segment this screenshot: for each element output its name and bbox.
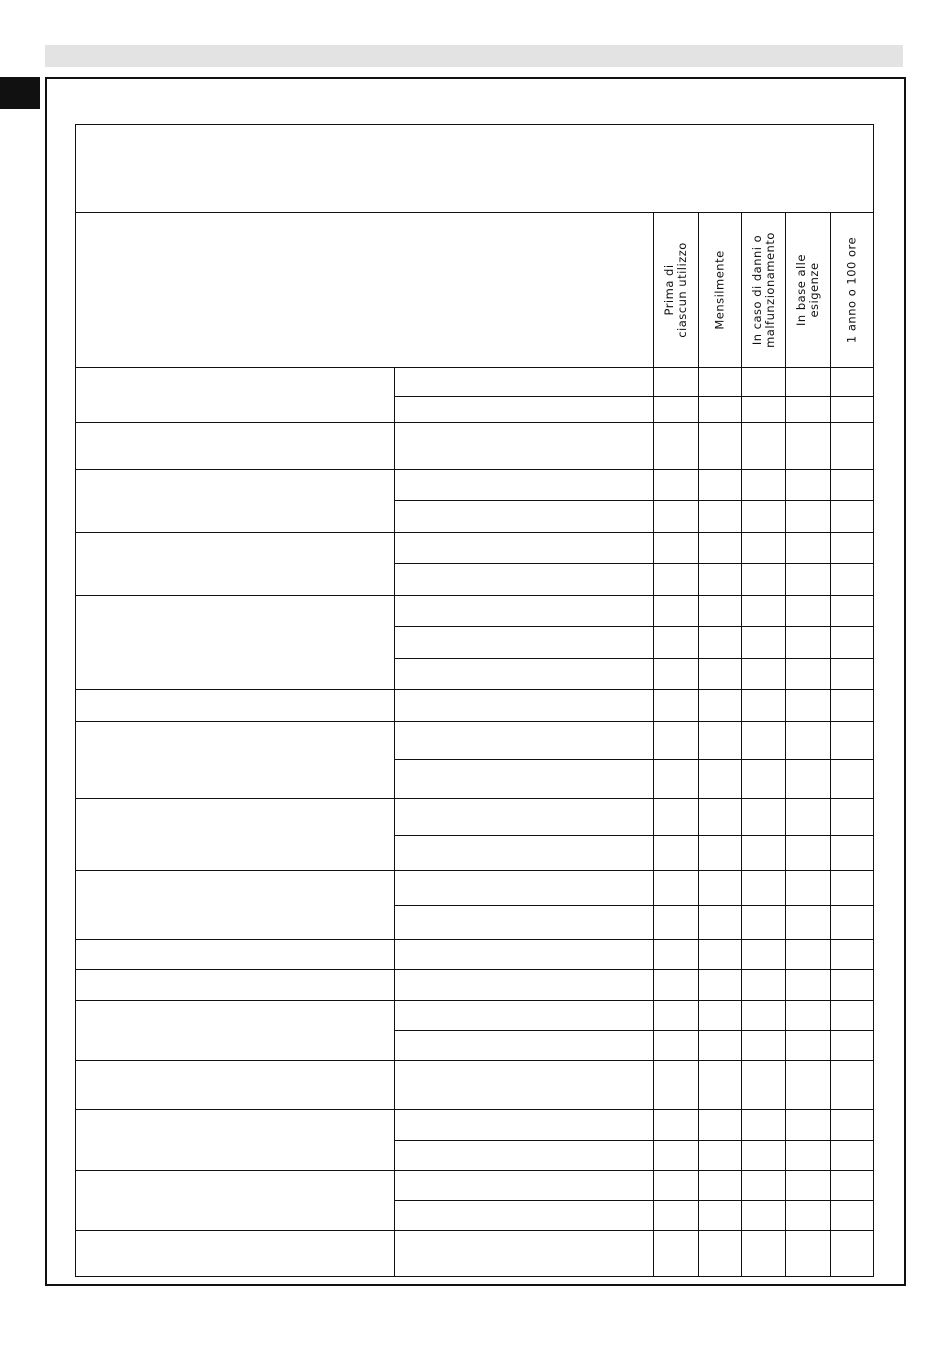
- table-row-divider: [395, 532, 873, 533]
- header-band: [45, 45, 903, 67]
- column-header-label: Prima di ciascun utilizzo: [662, 241, 689, 338]
- table-row-divider: [395, 396, 873, 397]
- table-row-divider: [395, 1109, 873, 1110]
- table-row-divider: [395, 1030, 873, 1031]
- table-row-divider: [395, 626, 873, 627]
- table-row-divider: [395, 969, 873, 970]
- task-group-cell: [76, 690, 395, 722]
- table-row-divider: [395, 1230, 873, 1231]
- table-row-divider: [395, 469, 873, 470]
- task-group-cell: [76, 871, 395, 940]
- table-row-divider: [395, 500, 873, 501]
- task-group-cell: [76, 1231, 395, 1277]
- table-row-divider: [395, 1170, 873, 1171]
- task-group-cell: [76, 533, 395, 596]
- table-row-divider: [395, 905, 873, 906]
- column-header-monthly: [699, 212, 742, 368]
- table-row-divider: [395, 658, 873, 659]
- table-row-divider: [395, 759, 873, 760]
- table-row-divider: [395, 1140, 873, 1141]
- table-row-divider: [395, 835, 873, 836]
- column-divider: [830, 367, 831, 1277]
- task-group-cell: [76, 1171, 395, 1231]
- table-row-divider: [395, 1200, 873, 1201]
- task-group-cell: [76, 1061, 395, 1110]
- column-header-label: In base alle esigenze: [794, 253, 821, 326]
- table-row-divider: [395, 422, 873, 423]
- task-group-cell: [76, 368, 395, 423]
- column-divider: [785, 367, 786, 1277]
- column-header-as-needed: [786, 212, 831, 368]
- task-group-cell: [76, 799, 395, 871]
- table-row-divider: [395, 1060, 873, 1061]
- table-row-divider: [395, 689, 873, 690]
- task-group-cell: [76, 423, 395, 470]
- table-row-divider: [395, 563, 873, 564]
- column-header-yearly: [831, 212, 873, 368]
- table-row-divider: [395, 939, 873, 940]
- column-header-label: 1 anno o 100 ore: [844, 236, 859, 343]
- table-row-divider: [395, 870, 873, 871]
- column-divider: [741, 367, 742, 1277]
- task-group-cell: [76, 470, 395, 533]
- language-tab: [0, 77, 40, 109]
- table-title-area: [76, 125, 873, 213]
- task-group-cell: [76, 940, 395, 970]
- column-header-before-each-use: [654, 212, 699, 368]
- column-divider: [653, 367, 654, 1277]
- column-header-on-damage: [742, 212, 786, 368]
- maintenance-table: [75, 124, 874, 1277]
- table-row-divider: [395, 721, 873, 722]
- task-header-area: [76, 212, 654, 368]
- column-divider: [698, 367, 699, 1277]
- task-group-cell: [76, 1110, 395, 1171]
- task-group-cell: [76, 722, 395, 799]
- column-header-label: Mensilmente: [712, 249, 727, 330]
- table-row-divider: [395, 798, 873, 799]
- table-row-divider: [395, 1000, 873, 1001]
- task-group-cell: [76, 1001, 395, 1061]
- column-divider: [394, 367, 395, 1277]
- column-header-label: In caso di danni o malfunzionamento: [749, 231, 777, 348]
- task-group-cell: [76, 596, 395, 690]
- table-row-divider: [395, 595, 873, 596]
- task-group-cell: [76, 970, 395, 1001]
